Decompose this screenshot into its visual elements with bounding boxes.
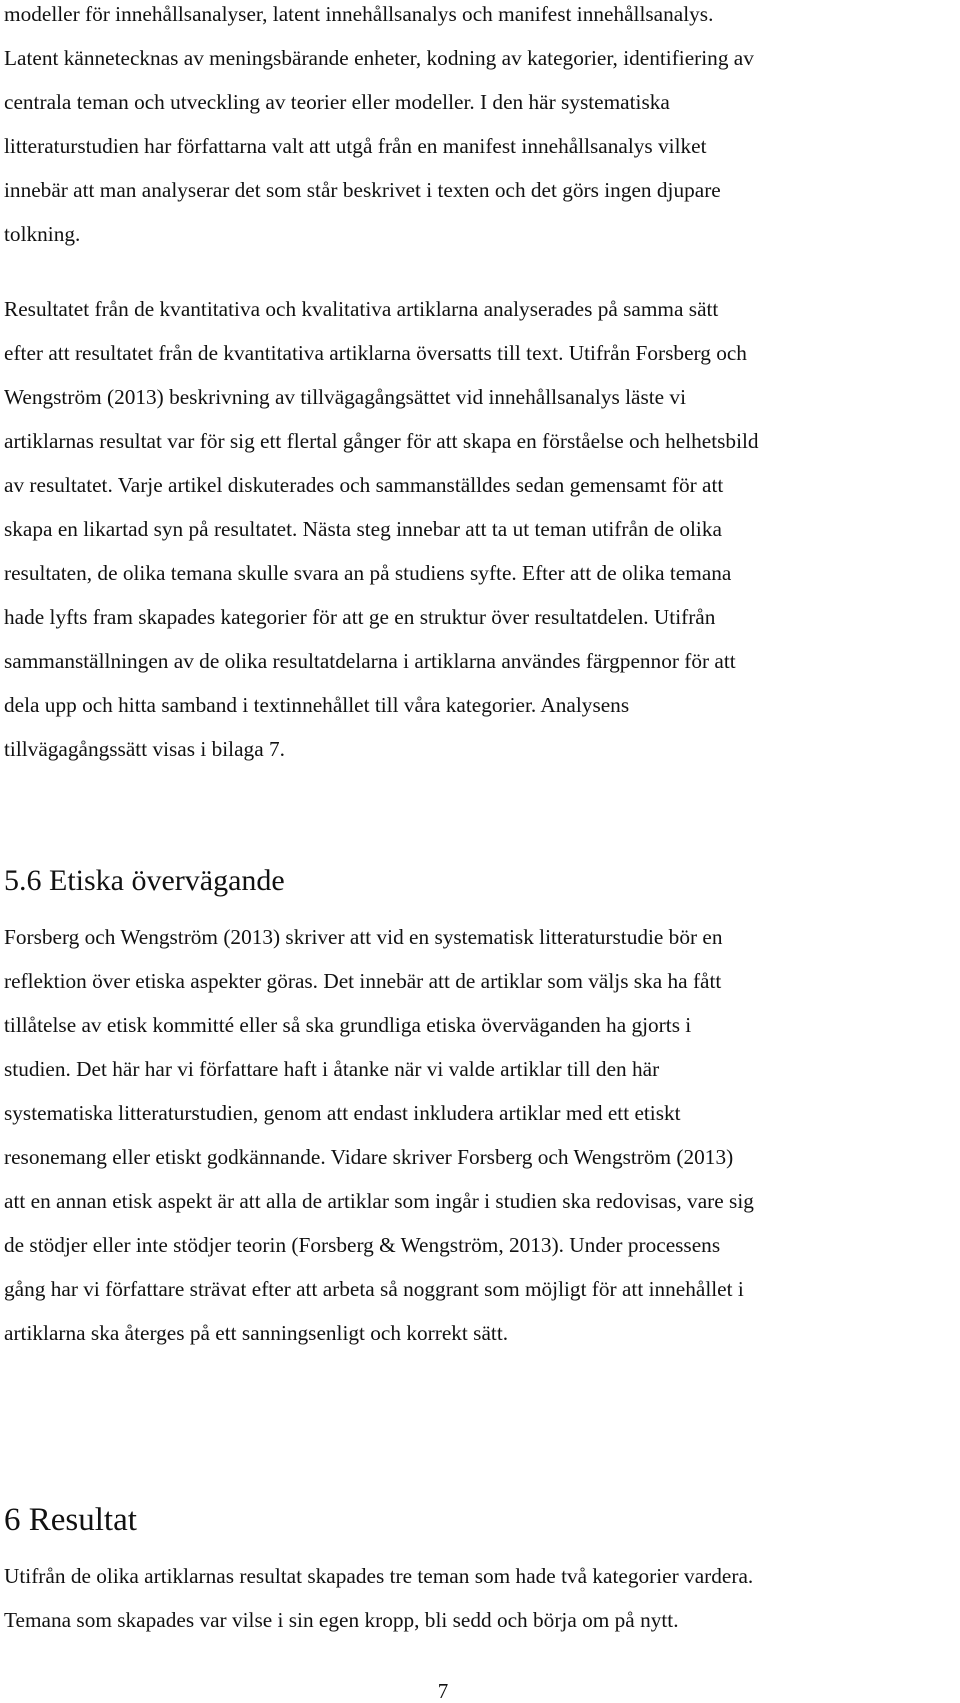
section-heading-results: 6 Resultat xyxy=(4,1502,137,1538)
body-paragraph-results: Utifrån de olika artiklarnas resultat skapades tre teman som hade två kategorier vardera. Temana som skapades var vilse i sin egen kropp, bli sedd och börja om på nytt. xyxy=(4,1564,754,1632)
section-heading-ethics: 5.6 Etiska övervägande xyxy=(4,864,285,897)
body-paragraph-analysis-method: modeller för innehållsanalyser, latent innehållsanalys och manifest innehållsanalys. Latent kännetecknas av meningsbärande enheter, kodning av kategorier, identifiering av centrala teman och utveckling av teorier eller modeller. I den här systematiska litteraturstudien har författarna valt att utgå från en manifest innehållsanalys vilket innebär att man analyserar det som står beskrivet i texten och det görs ingen djupare tolkning. xyxy=(4,2,754,246)
page-number: 7 xyxy=(437,1679,449,1703)
body-paragraph-analysis-process: Resultatet från de kvantitativa och kvalitativa artiklarna analyserades på samma sätt efter att resultatet från de kvantitativa artiklarna översatts till text. Utifrån Forsberg och Wengström (2013) beskrivning av tillvägagångsättet vid innehållsanalys läste vi artiklarnas resultat var för sig ett flertal gånger för att skapa en förståelse och helhetsbild av resultatet. Varje artikel diskuterades och sammanställdes sedan gemensamt för att skapa en likartad syn på resultatet. Nästa steg innebar att ta ut teman utifrån de olika resultaten, de olika temana skulle svara an på studiens syfte. Efter att de olika temana hade lyfts fram skapades kategorier för att ge en struktur över resultatdelen. Utifrån sammanställningen av de olika resultatdelarna i artiklarna användes färgpennor för att dela upp och hitta samband i textinnehållet till våra kategorier. Analysens tillvägagångssätt visas i bilaga 7. xyxy=(4,297,759,761)
body-paragraph-ethics: Forsberg och Wengström (2013) skriver att vid en systematisk litteraturstudie bör en reflektion över etiska aspekter göras. Det innebär att de artiklar som väljs ska ha fått tillåtelse av etisk kommitté eller så ska grundliga etiska överväganden ha gjorts i studien. Det här har vi författare haft i åtanke när vi valde artiklar till den här systematiska litteraturstudien, genom att endast inkludera artiklar med ett etiskt resonemang eller etiskt godkännande. Vidare skriver Forsberg och Wengström (2013) att en annan etisk aspekt är att alla de artiklar som ingår i studien ska redovisas, vare sig de stödjer eller inte stödjer teorin (Forsberg & Wengström, 2013). Under processens gång har vi författare strävat efter att arbeta så noggrant som möjligt för att innehållet i artiklarna ska återges på ett sanningsenligt och korrekt sätt. xyxy=(4,925,754,1345)
